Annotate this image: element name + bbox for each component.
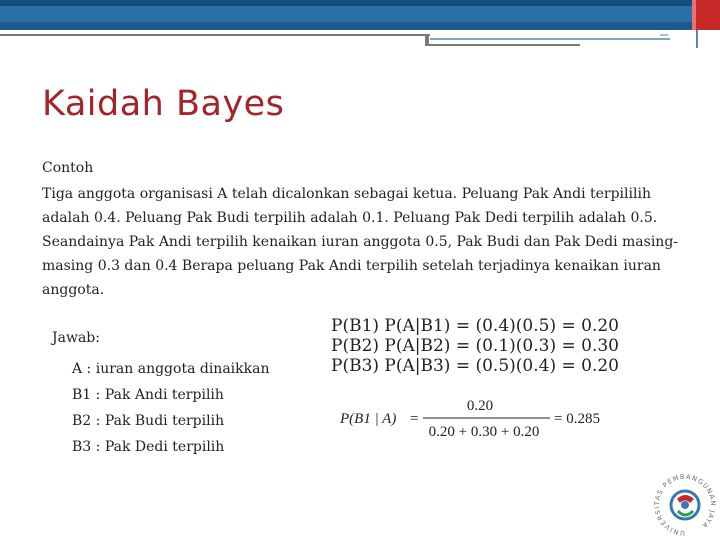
formula-result: = 0.285 (554, 411, 600, 427)
header-line (0, 34, 430, 36)
logo-text: UNIVERSITAS PEMBANGUNAN JAYA (652, 472, 718, 538)
equation-line: P(B2) P(A|B2) = (0.1)(0.3) = 0.30 (331, 336, 619, 356)
top-bar-red (692, 0, 720, 30)
definition-item: B1 : Pak Andi terpilih (72, 387, 224, 403)
formula-equals: = (410, 411, 419, 427)
slide-title: Kaidah Bayes (42, 84, 285, 124)
university-logo (650, 463, 720, 540)
definition-item: B2 : Pak Budi terpilih (72, 413, 225, 429)
top-bar-blue (0, 0, 692, 30)
formula-lhs: P(B1 | A) (340, 411, 397, 427)
formula-numerator: 0.20 (466, 398, 494, 414)
problem-text: Tiga anggota organisasi A telah dicalonkan sebagai ketua. Peluang Pak Andi terpililih adalah 0.4. Peluang Pak Budi terpilih adalah 0.1. Peluang Pak Dedi terpilih adalah 0.5. Seandainya Pak Andi terpilih kenaikan iuran anggota 0.5, Pak Budi dan Pak Dedi masing-masing 0.3 dan 0.4 Berapa peluang Pak Andi terpilih setelah terjadinya kenaikan iuran anggota. (42, 186, 679, 298)
equation-line: P(B1) P(A|B1) = (0.4)(0.5) = 0.20 (331, 316, 619, 336)
header-tick (696, 30, 698, 48)
example-label: Contoh (42, 160, 94, 176)
equation-line: P(B3) P(A|B3) = (0.5)(0.4) = 0.20 (331, 356, 619, 376)
equation-list (331, 316, 619, 376)
bayes-formula (340, 396, 620, 446)
header-line-lower (425, 44, 580, 46)
answer-label: Jawab: (52, 330, 100, 346)
header-line-accent-end (660, 34, 668, 36)
definition-item: A : iuran anggota dinaikkan (72, 361, 270, 377)
header-line-accent (430, 38, 670, 40)
formula-denominator: 0.20 + 0.30 + 0.20 (428, 424, 540, 440)
definition-item: B3 : Pak Dedi terpilih (72, 439, 225, 455)
definition-list (72, 356, 269, 460)
